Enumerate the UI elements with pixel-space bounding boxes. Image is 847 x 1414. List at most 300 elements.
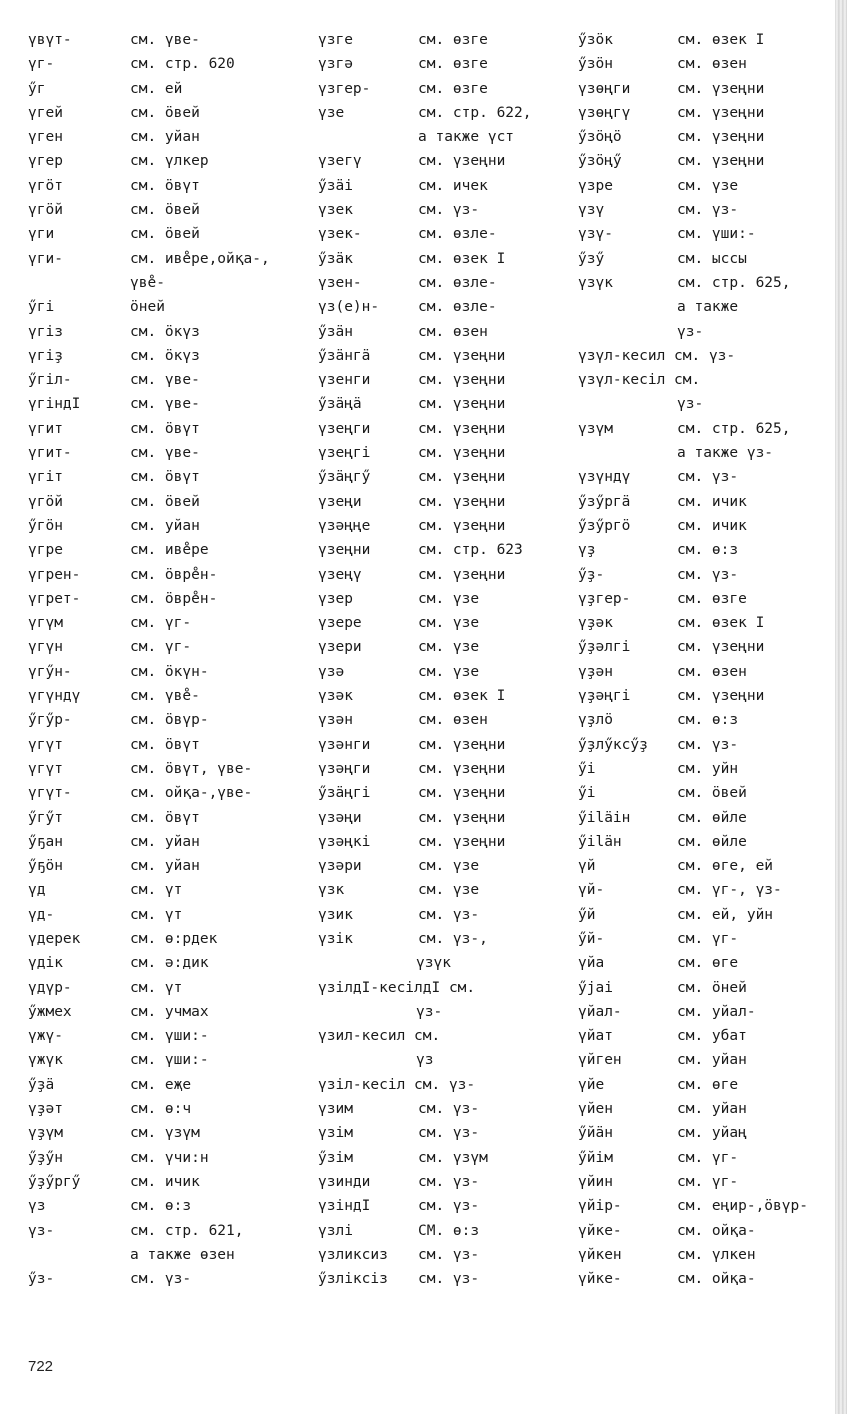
dictionary-entry — [318, 222, 568, 246]
entry-headword: үҙлӧ — [578, 712, 613, 729]
entry-reference: см. ӧвүт — [130, 177, 200, 194]
entry-reference: см. үзеңни — [677, 639, 765, 656]
dictionary-entry — [318, 587, 568, 611]
entry-reference: см. үз- — [418, 1173, 480, 1190]
entry-reference: см. үве̊- — [130, 688, 200, 705]
dictionary-entry — [318, 611, 568, 635]
entry-headword: үзә — [318, 663, 345, 680]
dictionary-entry — [318, 174, 568, 198]
entry-reference: см. үз- — [677, 469, 739, 486]
entry-headword: үгрен- — [28, 566, 81, 583]
entry-headword: үзіндІ — [318, 1198, 371, 1215]
entry-reference: см. уйал- — [677, 1003, 756, 1020]
entry-reference: см. өге, ей — [677, 858, 774, 875]
dictionary-entry — [318, 271, 568, 295]
entry-reference: см. үз- — [418, 906, 480, 923]
dictionary-entry — [28, 247, 298, 271]
dictionary-entry — [318, 1121, 568, 1145]
dictionary-entry — [318, 465, 568, 489]
entry-reference: см. өге — [677, 955, 739, 972]
entry-column-3 — [578, 28, 840, 1291]
entry-reference: см. үзеңни — [418, 372, 506, 389]
entry-headword: үзүндү — [578, 469, 631, 486]
dictionary-entry — [28, 1121, 298, 1145]
dictionary-entry — [578, 1097, 840, 1121]
entry-reference: см. ӧвүт — [130, 420, 200, 437]
dictionary-entry — [318, 368, 568, 392]
entry-headword: үзәнги — [318, 736, 371, 753]
entry-headword: ӳзӧн — [578, 56, 613, 73]
entry-headword: ӳй- — [578, 930, 605, 947]
entry-reference: см. үзе — [677, 177, 739, 194]
entry-headword: үзү — [578, 202, 605, 219]
entry-headword: үгӧй — [28, 202, 63, 219]
entry-headword: ӳгӧн — [28, 517, 63, 534]
dictionary-entry — [578, 125, 840, 149]
dictionary-entry — [28, 125, 298, 149]
entry-reference: см. ө:з — [130, 1198, 192, 1215]
entry-reference: см. үзе — [418, 858, 480, 875]
entry-reference: см. үзеңни — [418, 833, 506, 850]
entry-reference: см. ӧвүт — [130, 809, 200, 826]
entry-reference: см. үши:- — [130, 1028, 209, 1045]
entry-headword: үзер — [318, 590, 353, 607]
entry-headword: ӳз- — [28, 1271, 55, 1288]
entry-headword: үйке- — [578, 1271, 622, 1288]
entry-headword: үгит- — [28, 445, 72, 462]
dictionary-entry — [578, 830, 840, 854]
entry-headword: ӳҙ- — [578, 566, 605, 583]
dictionary-entry — [318, 149, 568, 173]
entry-reference: см. үг-, үз- — [677, 882, 782, 899]
entry-reference: см. стр. 621, — [130, 1222, 244, 1239]
dictionary-entry — [578, 903, 840, 927]
dictionary-entry — [28, 1000, 298, 1024]
dictionary-entry — [28, 344, 298, 368]
entry-reference: см. үзеңни — [418, 396, 506, 413]
dictionary-entry — [318, 1267, 568, 1291]
entry-reference: а также өзен — [130, 1246, 235, 1263]
entry-reference: см. өзле- — [418, 274, 497, 291]
entry-headword: ӳҙәлгі — [578, 639, 631, 656]
entry-reference: см. үзеңни — [418, 347, 506, 364]
entry-reference: см. иве̊ре — [130, 542, 209, 559]
entry-headword: үйкен — [578, 1246, 622, 1263]
entry-reference: см. үзеңни — [418, 469, 506, 486]
entry-reference: см. ей — [130, 80, 183, 97]
entry-reference: см. ӧвре̊н- — [130, 590, 218, 607]
dictionary-entry — [578, 52, 840, 76]
entry-headword: ӳзӓн — [318, 323, 353, 340]
entry-headword: үйин — [578, 1173, 613, 1190]
dictionary-entry — [318, 781, 568, 805]
entry-reference: см. уйан — [130, 858, 200, 875]
entry-reference: см. уйан — [130, 517, 200, 534]
entry-reference: см. үчи:н — [130, 1149, 209, 1166]
entry-headword: үгіз — [28, 323, 63, 340]
entry-reference: см. ӧней — [677, 979, 747, 996]
entry-reference: см. ойқа- — [677, 1222, 756, 1239]
entry-reference: см. өзге — [418, 56, 488, 73]
entry-reference: см. ей, уйн — [677, 906, 774, 923]
dictionary-entry — [28, 611, 298, 635]
entry-reference: см. өйле — [677, 833, 747, 850]
entry-reference: үве̊- — [130, 274, 165, 291]
entry-headword: ӳзӓңгі — [318, 785, 371, 802]
entry-headword: үги — [28, 226, 55, 243]
entry-headword: үжү- — [28, 1028, 63, 1045]
dictionary-entry — [318, 1097, 568, 1121]
entry-reference: см. ӧвүт, үве- — [130, 760, 253, 777]
dictionary-entry — [28, 1073, 298, 1097]
entry-reference: см. үз- — [418, 202, 480, 219]
entry-reference: см. үзеңни — [677, 153, 765, 170]
dictionary-entry — [28, 903, 298, 927]
entry-reference: см. үг- — [677, 1149, 739, 1166]
dictionary-entry — [578, 781, 840, 805]
entry-headword: үгүт- — [28, 785, 72, 802]
entry-headword: үгүт — [28, 736, 63, 753]
entry-headword: үзілдІ-кесілдІ см. — [318, 979, 476, 996]
entry-headword: үҙүм — [28, 1125, 63, 1142]
dictionary-entry — [578, 1194, 840, 1218]
dictionary-entry — [578, 247, 840, 271]
entry-reference: см. үз- — [418, 1246, 480, 1263]
dictionary-entry — [578, 660, 840, 684]
dictionary-entry — [28, 806, 298, 830]
entry-reference: см. үз-, — [418, 930, 488, 947]
entry-headword: үгит — [28, 420, 63, 437]
entry-headword: үгӳн- — [28, 663, 72, 680]
entry-reference: см. ӧкүн- — [130, 663, 209, 680]
entry-reference: см. өге — [677, 1076, 739, 1093]
entry-reference: см. еңир-,ӧвүр- — [677, 1198, 808, 1215]
dictionary-entry — [28, 563, 298, 587]
entry-headword: үд- — [28, 906, 55, 923]
dictionary-entry — [578, 1048, 840, 1072]
entry-headword: ӳзӧк — [578, 32, 613, 48]
entry-headword: үҙ — [578, 542, 596, 559]
entry-headword: ӳі — [578, 760, 596, 777]
entry-headword: үзге — [318, 32, 353, 48]
entry-reference: см. уйаң — [677, 1125, 747, 1142]
dictionary-entry — [28, 465, 298, 489]
entry-reference: см. ӧвүт — [130, 469, 200, 486]
entry-headword: ӳзім — [318, 1149, 353, 1166]
entry-headword: үзк — [318, 882, 345, 899]
entry-reference: см. өзге — [418, 32, 488, 48]
entry-headword: үдік — [28, 955, 63, 972]
entry-headword: үйген — [578, 1052, 622, 1069]
entry-reference: см. стр. 625, — [677, 420, 791, 437]
entry-reference: см. үг- — [130, 615, 192, 632]
entry-headword: үзүл-кесил см. үз- — [578, 347, 736, 364]
dictionary-entry — [318, 854, 568, 878]
dictionary-entry — [28, 271, 298, 295]
entry-headword: үзим — [318, 1101, 353, 1118]
dictionary-entry — [28, 781, 298, 805]
entry-reference: см. үзеңни — [418, 493, 506, 510]
entry-reference: см. ичек — [418, 177, 488, 194]
entry-headword: үзіл-кесіл см. үз- — [318, 1076, 476, 1093]
dictionary-entry — [318, 563, 568, 587]
dictionary-entry — [578, 951, 840, 975]
entry-headword: ӳзӓі — [318, 177, 353, 194]
dictionary-entry — [28, 1048, 298, 1072]
dictionary-entry — [578, 441, 840, 465]
entry-headword: үгӧй — [28, 493, 63, 510]
entry-headword: үзик — [318, 906, 353, 923]
dictionary-entry — [578, 490, 840, 514]
entry-reference: см. өзле- — [418, 226, 497, 243]
dictionary-entry — [578, 514, 840, 538]
entry-headword: ӳҙлӳксӳҙ — [578, 736, 648, 753]
entry-reference: үз- — [677, 396, 704, 413]
dictionary-entry — [578, 1024, 840, 1048]
entry-reference: см. үз- — [677, 566, 739, 583]
entry-reference: а также — [677, 299, 739, 316]
entry-headword: үҙәт — [28, 1101, 63, 1118]
entry-headword: үгіҙ — [28, 347, 63, 364]
dictionary-entry — [28, 77, 298, 101]
entry-headword: үйір- — [578, 1198, 622, 1215]
entry-reference: см. ойқа-,үве- — [130, 785, 253, 802]
entry-headword: ӳзӓнгӓ — [318, 347, 371, 364]
dictionary-entry — [318, 538, 568, 562]
entry-reference: см. үзе — [418, 590, 480, 607]
entry-reference: см. үве- — [130, 445, 200, 462]
entry-reference: см. ӧвүр- — [130, 712, 209, 729]
dictionary-entry — [318, 392, 568, 416]
entry-headword: үй- — [578, 882, 605, 899]
entry-reference: см. ичик — [677, 517, 747, 534]
entry-headword: үзәңңе — [318, 517, 371, 534]
entry-reference: СМ. ө:з — [418, 1222, 480, 1239]
entry-reference: үзүк — [416, 955, 451, 972]
dictionary-entry — [578, 1267, 840, 1291]
entry-reference: см. үзеңни — [418, 736, 506, 753]
entry-headword: ӳзӳ — [578, 250, 605, 267]
dictionary-entry — [318, 52, 568, 76]
entry-reference: см. өзге — [418, 80, 488, 97]
entry-reference: см. үт — [130, 882, 183, 899]
entry-reference: см. үши:- — [130, 1052, 209, 1069]
dictionary-entry — [318, 295, 568, 319]
entry-headword: үзил-кесил см. — [318, 1028, 441, 1045]
dictionary-entry — [318, 320, 568, 344]
dictionary-entry — [318, 1170, 568, 1194]
dictionary-entry — [578, 174, 840, 198]
dictionary-entry — [28, 951, 298, 975]
entry-headword: үген — [28, 129, 63, 146]
entry-reference: см. ыссы — [677, 250, 747, 267]
dictionary-entry — [318, 125, 568, 149]
entry-headword: ӳҙӳн — [28, 1149, 63, 1166]
dictionary-entry — [318, 247, 568, 271]
dictionary-entry — [578, 101, 840, 125]
entry-headword: үзеңни — [318, 542, 371, 559]
dictionary-entry — [578, 854, 840, 878]
entry-reference: см. үзеңни — [418, 420, 506, 437]
entry-reference: см. үзе — [418, 615, 480, 632]
dictionary-entry — [578, 465, 840, 489]
entry-reference: а также үз- — [677, 445, 774, 462]
entry-headword: ӳй — [578, 906, 596, 923]
dictionary-entry — [28, 392, 298, 416]
entry-reference: см. өзен — [677, 56, 747, 73]
entry-headword: үз(е)н- — [318, 299, 380, 316]
entry-reference: см. өзек I — [677, 615, 765, 632]
entry-headword: үзери — [318, 639, 362, 656]
entry-headword: ӳҙӓ — [28, 1076, 55, 1093]
dictionary-entry — [28, 538, 298, 562]
entry-headword: үзинди — [318, 1173, 371, 1190]
dictionary-entry — [28, 28, 298, 52]
entry-headword: ӳҕан — [28, 833, 63, 850]
entry-reference: см. еҗе — [130, 1076, 192, 1093]
dictionary-entry — [578, 1219, 840, 1243]
entry-headword: үги- — [28, 250, 63, 267]
entry-reference: см. үз- — [418, 1125, 480, 1142]
entry-reference: см. стр. 622, — [418, 104, 532, 121]
dictionary-entry — [28, 52, 298, 76]
dictionary-entry — [318, 1048, 568, 1072]
dictionary-entry — [318, 101, 568, 125]
entry-reference: см. иве̊ре,ойқа-, — [130, 250, 270, 267]
dictionary-entry — [28, 635, 298, 659]
entry-headword: ӳгӳт — [28, 809, 63, 826]
entry-reference: см. үз- — [677, 736, 739, 753]
entry-column-1 — [28, 28, 298, 1291]
entry-headword: үйе — [578, 1076, 605, 1093]
entry-headword: үзере — [318, 615, 362, 632]
entry-reference: см. өзен — [418, 323, 488, 340]
entry-headword: үзік — [318, 930, 353, 947]
entry-reference: ӧней — [130, 299, 165, 316]
dictionary-entry — [578, 149, 840, 173]
entry-reference: см. ӧвей — [130, 493, 200, 510]
entry-reference: см. өйле — [677, 809, 747, 826]
dictionary-entry — [28, 660, 298, 684]
entry-headword: үз — [28, 1198, 46, 1215]
entry-headword: үзре — [578, 177, 613, 194]
entry-reference: см. ӧвей — [130, 202, 200, 219]
entry-reference: см. ӧвей — [130, 104, 200, 121]
entry-reference: см. өзге — [677, 590, 747, 607]
entry-reference: см. үзеңни — [418, 566, 506, 583]
dictionary-entry — [28, 1146, 298, 1170]
dictionary-entry — [318, 1219, 568, 1243]
dictionary-entry — [578, 806, 840, 830]
entry-headword: үгүн — [28, 639, 63, 656]
entry-headword: үгіт — [28, 469, 63, 486]
entry-headword: ӳіläін — [578, 809, 631, 826]
entry-reference: см. уйан — [130, 129, 200, 146]
dictionary-entry — [28, 149, 298, 173]
dictionary-entry — [578, 538, 840, 562]
dictionary-entry — [318, 951, 568, 975]
entry-reference: см. стр. 623 — [418, 542, 523, 559]
dictionary-entry — [578, 635, 840, 659]
entry-reference: см. үзе — [418, 882, 480, 899]
dictionary-entry — [578, 563, 840, 587]
entry-headword: ӳзӓк — [318, 250, 353, 267]
dictionary-entry — [318, 635, 568, 659]
dictionary-entry — [578, 1121, 840, 1145]
entry-headword: ӳзӳргӧ — [578, 517, 631, 534]
entry-headword: үйен — [578, 1101, 613, 1118]
dictionary-entry — [28, 295, 298, 319]
entry-headword: үзөңги — [578, 80, 631, 97]
dictionary-entry — [318, 757, 568, 781]
entry-reference: см. үзе — [418, 663, 480, 680]
dictionary-entry — [28, 757, 298, 781]
dictionary-entry — [318, 806, 568, 830]
entry-reference: см. учмах — [130, 1003, 209, 1020]
dictionary-entry — [318, 903, 568, 927]
entry-reference: см. үзеңни — [677, 688, 765, 705]
entry-reference: см. уйн — [677, 760, 739, 777]
dictionary-entry — [28, 1219, 298, 1243]
entry-reference: см. үзүм — [418, 1149, 488, 1166]
entry-reference: см. үве- — [130, 396, 200, 413]
entry-headword: үдүр- — [28, 979, 72, 996]
entry-headword: үзек — [318, 202, 353, 219]
entry-headword: үд — [28, 882, 46, 899]
dictionary-entry — [28, 320, 298, 344]
dictionary-entry — [578, 28, 840, 52]
entry-headword: үйа — [578, 955, 605, 972]
entry-headword: үзүк — [578, 274, 613, 291]
entry-headword: ӳйӓн — [578, 1125, 613, 1142]
dictionary-entry — [318, 490, 568, 514]
entry-reference: см. ичик — [677, 493, 747, 510]
entry-reference: см. үзеңни — [677, 80, 765, 97]
entry-headword: үгүт — [28, 760, 63, 777]
entry-reference: см. үз- — [418, 1101, 480, 1118]
dictionary-entry — [318, 198, 568, 222]
dictionary-entry — [28, 441, 298, 465]
entry-reference: см. үлкер — [130, 153, 209, 170]
dictionary-entry — [318, 28, 568, 52]
entry-headword: үзегү — [318, 153, 362, 170]
entry-reference: см. убат — [677, 1028, 747, 1045]
dictionary-entry — [28, 222, 298, 246]
entry-headword: ӳзӳргӓ — [578, 493, 631, 510]
entry-headword: үзәңи — [318, 809, 362, 826]
dictionary-entry — [578, 320, 840, 344]
entry-headword: үзәңги — [318, 760, 371, 777]
dictionary-entry — [578, 392, 840, 416]
entry-reference: см. үзе — [418, 639, 480, 656]
entry-headword: үг- — [28, 56, 55, 73]
entry-reference: см. ө:з — [677, 712, 739, 729]
entry-reference: см. үт — [130, 979, 183, 996]
dictionary-entry — [28, 174, 298, 198]
entry-reference: см. стр. 620 — [130, 56, 235, 73]
dictionary-entry — [578, 1073, 840, 1097]
entry-reference: см. үт — [130, 906, 183, 923]
entry-reference: см. ичик — [130, 1173, 200, 1190]
dictionary-entry — [318, 1243, 568, 1267]
entry-headword: үзеңү — [318, 566, 362, 583]
dictionary-entry — [28, 587, 298, 611]
dictionary-entry — [28, 878, 298, 902]
dictionary-entry — [578, 757, 840, 781]
dictionary-entry — [318, 441, 568, 465]
dictionary-entry — [578, 1243, 840, 1267]
dictionary-entry — [28, 1243, 298, 1267]
